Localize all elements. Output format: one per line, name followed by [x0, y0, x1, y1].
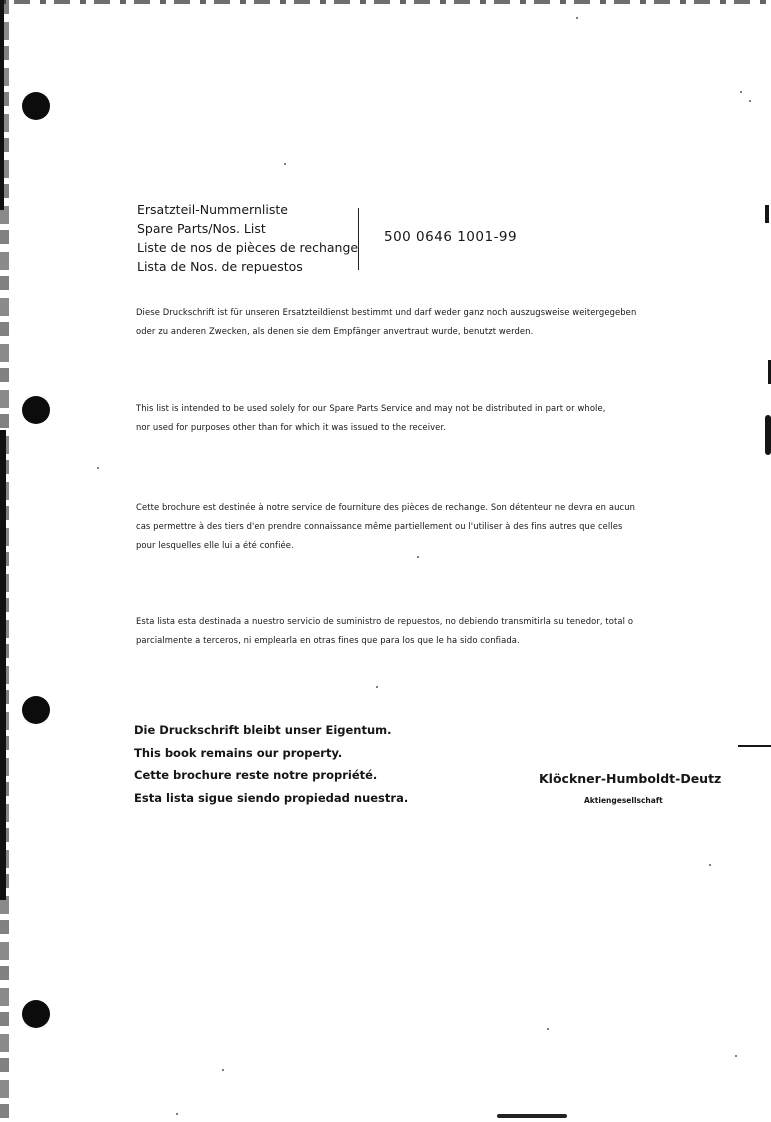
scan-speck — [176, 1113, 178, 1115]
scan-bottom-smudge — [497, 1114, 567, 1118]
notice-german — [136, 303, 744, 341]
scan-speck — [376, 686, 378, 688]
notice-spanish — [136, 612, 744, 650]
title-line-french: Liste de nos de pièces de rechange — [137, 240, 359, 255]
punch-hole-1 — [22, 92, 50, 120]
scan-top-edge — [0, 0, 771, 4]
punch-hole-3 — [22, 696, 50, 724]
scan-right-mark-4 — [765, 205, 769, 223]
ownership-statements — [134, 719, 408, 809]
notice-line: Cette brochure est destinée à notre service de fourniture des pièces de rechange. Son détenteur ne devra en aucun — [136, 502, 636, 512]
scan-speck — [749, 100, 751, 102]
ownership-english: This book remains our property. — [134, 745, 343, 760]
title-line-english: Spare Parts/Nos. List — [137, 221, 266, 236]
scan-speck — [709, 864, 711, 866]
scan-speck — [222, 1069, 224, 1071]
notice-line: nor used for purposes other than for which it was issued to the receiver. — [136, 422, 446, 432]
scan-right-mark — [765, 415, 771, 455]
ownership-spanish: Esta lista sigue siendo propiedad nuestra. — [134, 790, 409, 805]
scan-right-mark-3 — [738, 745, 771, 747]
scan-speck — [284, 163, 286, 165]
scan-speck — [547, 1028, 549, 1030]
ownership-german: Die Druckschrift bleibt unser Eigentum. — [134, 723, 392, 737]
scan-speck — [417, 556, 419, 558]
title-brace — [348, 208, 359, 270]
notice-line: Diese Druckschrift ist für unseren Ersatzteildienst bestimmt und darf weder ganz noch auszugsweise weitergegeben — [136, 307, 637, 317]
scan-speck — [97, 467, 99, 469]
scan-speck — [740, 91, 742, 93]
punch-hole-4 — [22, 1000, 50, 1028]
company-subtitle: Aktiengesellschaft — [584, 796, 663, 805]
title-block — [137, 200, 358, 276]
scan-speck — [735, 1055, 737, 1057]
scan-left-shadow-top — [0, 0, 4, 210]
scan-left-shadow — [0, 430, 6, 900]
company-name: Klöckner-Humboldt-Deutz — [539, 771, 722, 786]
scan-speck — [576, 17, 578, 19]
punch-hole-2 — [22, 396, 50, 424]
notice-line: oder zu anderen Zwecken, als denen sie dem Empfänger anvertraut wurde, benutzt werden. — [136, 326, 534, 336]
title-line-spanish: Lista de Nos. de repuestos — [137, 259, 303, 274]
part-number: 500 0646 1001-99 — [384, 229, 518, 245]
ownership-french: Cette brochure reste notre propriété. — [134, 768, 378, 782]
notice-line: Esta lista esta destinada a nuestro servicio de suministro de repuestos, no debiendo transmitirla su tenedor, total o — [136, 616, 634, 626]
notice-line: parcialmente a terceros, ni emplearla en otras fines que para los que le ha sido confiada. — [136, 635, 520, 645]
title-line-german: Ersatzteil-Nummernliste — [137, 202, 288, 217]
notice-french — [136, 498, 744, 555]
notice-line: pour lesquelles elle lui a été confiée. — [136, 540, 294, 550]
notice-line: cas permettre à des tiers d'en prendre connaissance même partiellement ou l'utiliser à des fins autres que celles — [136, 521, 623, 531]
notice-english — [136, 399, 744, 437]
notice-line: This list is intended to be used solely for our Spare Parts Service and may not be distributed in part or whole, — [136, 403, 606, 413]
